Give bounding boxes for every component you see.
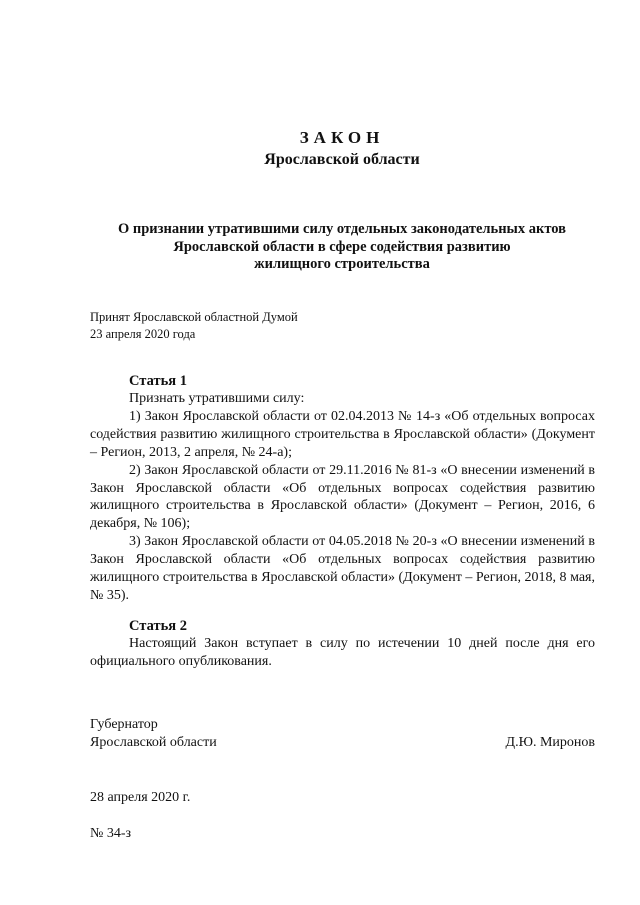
law-subject-line: жилищного строительства (254, 256, 430, 272)
law-subject-heading (90, 221, 594, 274)
law-subject-line: О признании утратившими силу отдельных законодательных актов (117, 221, 566, 237)
signatory-name: Д.Ю. Миронов (505, 735, 595, 750)
section-spacer (90, 605, 595, 617)
law-body (90, 372, 595, 671)
article-1-title: Статья 1 (129, 373, 187, 389)
adoption-note (90, 309, 390, 343)
article-1-item: 3) Закон Ярославской области от 04.05.2018 № 20-з «О внесении изменений в Закон Ярославской области «Об отдельных вопросах содействия развитию жилищного строительства в Ярославской области» (Документ – Регион, 2018, 8 мая, № 35). (90, 534, 595, 603)
law-subject-line: Ярославской области в сфере содействия развитию (173, 238, 511, 255)
law-number: № 34-з (90, 826, 132, 841)
signature-block (90, 716, 595, 752)
adoption-body: Принят Ярославской областной Думой (90, 310, 298, 324)
adoption-date: 23 апреля 2020 года (90, 327, 196, 341)
signatory-position: Губернатор (90, 717, 158, 732)
signature-row (90, 734, 595, 752)
document-region-title: Ярославской области (264, 151, 420, 168)
article-2-text: Настоящий Закон вступает в силу по истечении 10 дней после дня его официального опубликования. (90, 635, 595, 669)
signing-date: 28 апреля 2020 г. (90, 790, 191, 805)
article-1-item: 1) Закон Ярославской области от 02.04.2013 № 14-з «Об отдельных вопросах содействия развитию жилищного строительства в Ярославской области» (Документ – Регион, 2013, 2 апреля, № 24-а); (90, 408, 595, 460)
document-type-title: ЗАКОН (299, 128, 385, 147)
article-1-intro: Признать утратившими силу: (129, 391, 305, 406)
signatory-region: Ярославской области (90, 735, 217, 750)
article-2-title: Статья 2 (129, 617, 187, 634)
article-1-item: 2) Закон Ярославской области от 29.11.2016 № 81-з «О внесении изменений в Закон Ярославской области «Об отдельных вопросах содействия развитию жилищного строительства в Ярославской области» (Документ – Регион, 2016, 6 декабря, № 106); (90, 462, 595, 532)
